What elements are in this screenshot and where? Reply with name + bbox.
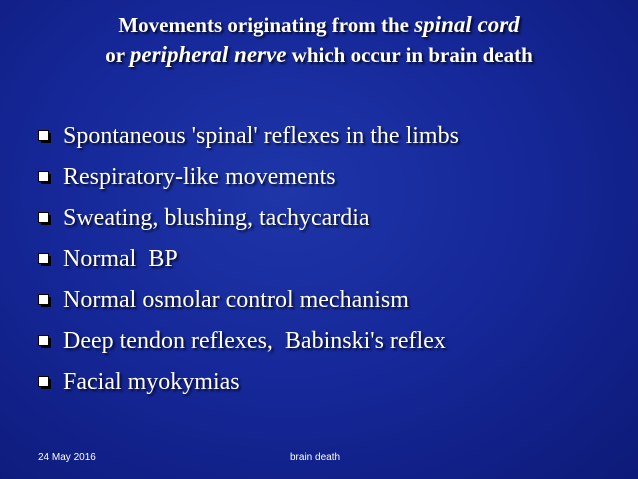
title-emphasis-spinal-cord: spinal cord — [414, 12, 520, 37]
title-part-1: Movements originating from the — [118, 13, 415, 37]
list-item — [38, 157, 618, 198]
title-part-2: or — [105, 43, 130, 67]
checkbox-square-icon — [38, 130, 63, 144]
list-item — [38, 239, 618, 280]
list-item — [38, 280, 618, 321]
slide-title — [20, 10, 618, 70]
list-item — [38, 198, 618, 239]
bullet-text: Normal BP — [63, 246, 178, 272]
list-item — [38, 116, 618, 157]
checkbox-square-icon — [38, 376, 63, 390]
list-item — [38, 321, 618, 362]
checkbox-square-icon — [38, 212, 63, 226]
bullet-text: Respiratory-like movements — [63, 164, 336, 190]
checkbox-square-icon — [38, 294, 63, 308]
title-emphasis-peripheral-nerve: peripheral nerve — [129, 42, 287, 67]
checkbox-square-icon — [38, 253, 63, 267]
footer-date: 24 May 2016 — [38, 452, 96, 463]
title-part-3: which occur in brain death — [286, 43, 533, 67]
checkbox-square-icon — [38, 171, 63, 185]
bullet-text: Facial myokymias — [63, 369, 240, 395]
bullet-text: Deep tendon reflexes, Babinski's reflex — [63, 328, 446, 354]
footer-title: brain death — [290, 452, 341, 463]
checkbox-square-icon — [38, 335, 63, 349]
bullet-text: Sweating, blushing, tachycardia — [63, 205, 370, 231]
bullet-text: Spontaneous 'spinal' reflexes in the limbs — [63, 123, 459, 149]
list-item — [38, 362, 618, 403]
bullet-list — [38, 116, 618, 403]
bullet-text: Normal osmolar control mechanism — [63, 287, 409, 313]
